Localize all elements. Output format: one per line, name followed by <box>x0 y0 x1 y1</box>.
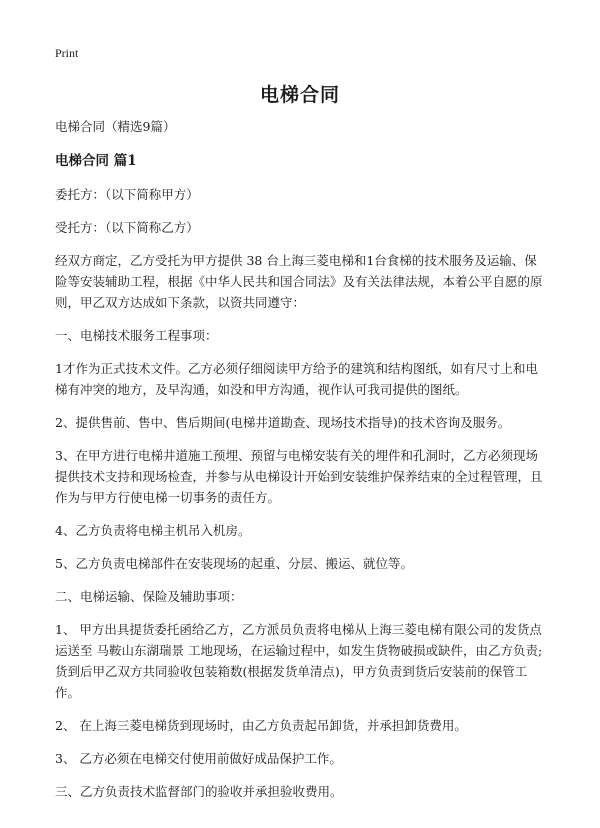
paragraph-heading-2: 二、电梯运输、保险及辅助事项： <box>55 589 243 604</box>
page-title: 电梯合同 <box>259 84 340 106</box>
paragraph-item-2-2: 2、 在上海三菱电梯货到现场时，由乙方负责起吊卸货，并承担卸货费用。 <box>55 718 467 733</box>
print-link[interactable]: Print <box>55 46 79 60</box>
paragraph-item-1-5: 5、乙方负责电梯部件在安装现场的起重、分层、搬运、就位等。 <box>55 556 413 571</box>
section-heading: 电梯合同 篇1 <box>55 153 137 169</box>
paragraph-item-2-3: 3、 乙方必须在电梯交付使用前做好成品保护工作。 <box>55 751 342 766</box>
paragraph-intro: 经双方商定，乙方受托为甲方提供 38 台上海三菱电梯和1台食梯的技术服务及运输、保险等安装辅助工程，根据《中华人民共和国合同法》及有关法律法规，本着公平自愿的原则，甲乙双方达成如下条款，以资共同遵守： <box>55 253 543 310</box>
paragraph-heading-3: 三、乙方负责技术监督部门的验收并承担验收费用。 <box>55 784 343 799</box>
paragraph-contractor: 受托方：（以下简称乙方） <box>55 220 199 235</box>
paragraph-item-1-2: 2、提供售前、售中、售后期间(电梯井道勘查、现场技术指导)的技术咨询及服务。 <box>55 415 511 430</box>
paragraph-item-2-1: 1、 甲方出具提货委托函给乙方，乙方派员负责将电梯从上海三菱电梯有限公司的发货点运送至 马鞍山东湖瑞景 工地现场，在运输过程中，如发生货物破损或缺件，由乙方负责;货到后甲乙双方共同验收包装箱数(根据发货单清点)，甲方负责到货后安装前的保管工作。 <box>55 622 543 700</box>
paragraph-client: 委托方：（以下简称甲方） <box>55 187 199 202</box>
paragraph-heading-1: 一、电梯技术服务工程事项： <box>55 328 218 343</box>
document-body <box>55 116 547 814</box>
paragraph-item-1-1: 1才作为正式技术文件。乙方必须仔细阅读甲方给予的建筑和结构图纸，如有尺寸上和电梯有冲突的地方，及早沟通，如没和甲方沟通，视作认可我司提供的图纸。 <box>55 361 538 397</box>
paragraph-item-1-4: 4、乙方负责将电梯主机吊入机房。 <box>55 523 251 538</box>
paragraph-item-1-3: 3、在甲方进行电梯井道施工预埋、预留与电梯安装有关的埋件和孔洞时，乙方必须现场提供技术支持和现场检查，并参与从电梯设计开始到安装维护保养结束的全过程管理，且作为与甲方行使电梯一切事务的责任方。 <box>55 448 543 505</box>
document-subtitle: 电梯合同（精选9篇） <box>55 119 176 134</box>
